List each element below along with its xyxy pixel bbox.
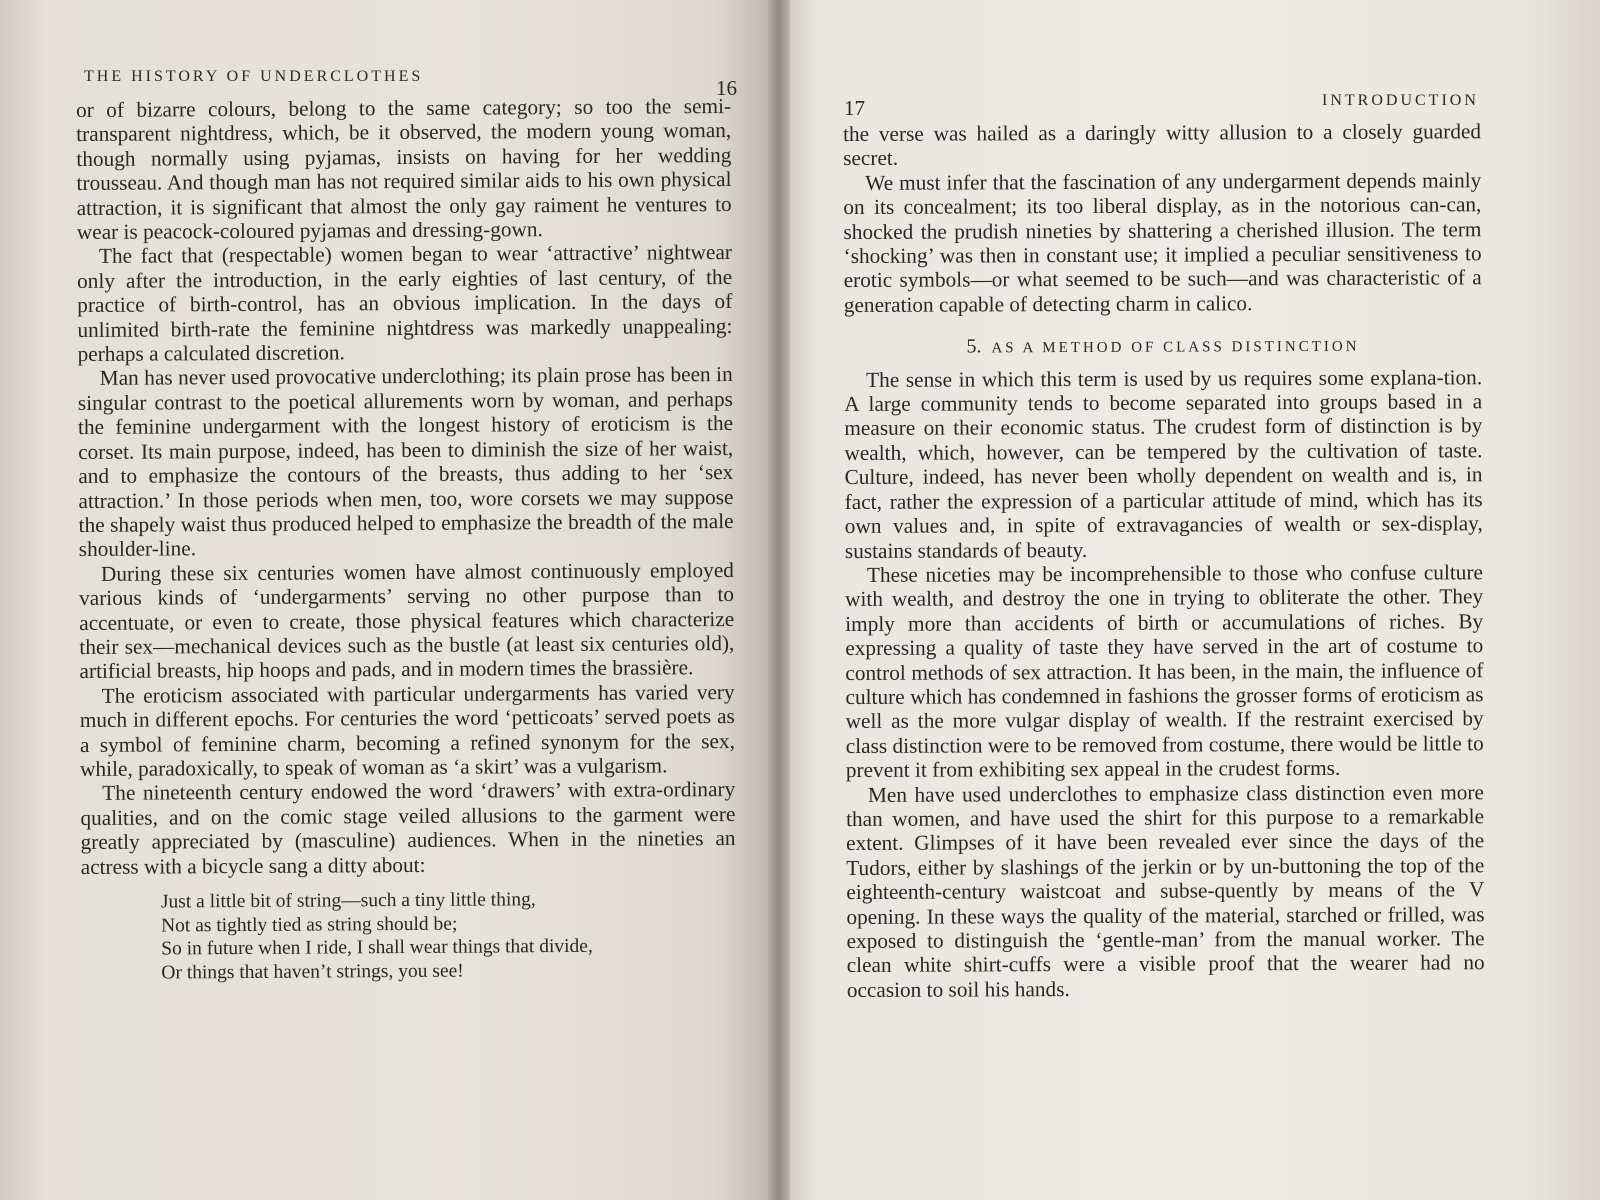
verse-line: Or things that haven’t strings, you see! [161, 960, 464, 983]
section-heading [844, 332, 1482, 361]
left-page [0, 0, 778, 1200]
verse-line: Just a little bit of string—such a tiny little thing, [160, 889, 536, 913]
page-number-right: 17 [844, 96, 865, 120]
page-number-left: 16 [716, 76, 737, 100]
verse-line: So in future when I ride, I shall wear things that divide, [161, 935, 593, 960]
paragraph: These niceties may be incomprehensible to those who confuse culture with wealth, and destroy the one in trying to obliterate the other. They imply more than accidents of birth or accumulations of riches. By expressing a quality of taste they have served in the art of costume to control methods of sex attraction. It has been, in the main, the influence of culture which has condemned in fashions the grosser forms of eroticism as well as the more vulgar display of wealth. If the restraint exercised by class distinction were to be removed from costume, there would be little to prevent it from exhibiting sex appeal in the crudest forms. [845, 560, 1484, 783]
paragraph: Men have used underclothes to emphasize class distinction even more than women, and have used the shirt for this purpose to a remarkable extent. Glimpses of it have been revealed ever since the days of the Tudors, either by slashings of the jerkin or by un-buttoning the top of the eighteenth-century waistcoat and subse-quently by means of the V opening. In these ways the quality of the material, starched or frilled, was exposed to distinguish the ‘gentle-man’ from the manual worker. The clean white shirt-cuffs were a visible proof that the wearer had no occasion to soil his hands. [845, 779, 1485, 1002]
right-page-text [843, 119, 1485, 1002]
paragraph: The fact that (respectable) women began to wear ‘attractive’ nightwear only after the introduction, in the early eighties of last century, of the practice of birth-control, has an obvious implication. In the days of unlimited birth-rate the feminine nightdress was markedly unappealing: perhaps a calculated discretion. [77, 240, 733, 367]
left-page-text [76, 94, 736, 985]
running-head-left: THE HISTORY OF UNDERCLOTHES [84, 68, 424, 85]
section-number: 5. [966, 335, 982, 358]
book-gutter [768, 0, 790, 1200]
verse-line: Not as tightly tied as string should be; [160, 913, 458, 936]
section-title: AS A METHOD OF CLASS DISTINCTION [991, 338, 1360, 357]
paragraph: We must infer that the fascination of any undergarment depends mainly on its concealment; its too liberal display, as in the notorious can-can, shocked the prudish nineties by shattering a cherished illusion. The term ‘shocking’ was then in constant use; it implied a peculiar sensitiveness to erotic symbols—or what seemed to be such—and was characteristic of a generation capable of detecting charm in calico. [843, 168, 1482, 317]
paragraph: The nineteenth century endowed the word ‘drawers’ with extra-ordinary qualities, and on the comic stage veiled allusions to the garment were greatly appreciated by (masculine) audiences. When in the nineties an actress with a bicycle sang a ditty about: [80, 777, 736, 879]
paragraph: The sense in which this term is used by us requires some explana-tion. A large community tends to become separated into groups based in a measure on their economic status. The crudest form of distinction is by wealth, which, however, can be tempered by the cultivation of taste. Culture, indeed, has never been wholly dependent on wealth and is, in fact, rather the expression of a particular attitude of mind, which has its own values and, in spite of extravagancies of wealth or sex-display, sustains standards of beauty. [844, 364, 1483, 563]
running-head-right: INTRODUCTION [1322, 92, 1479, 109]
paragraph: During these six centuries women have almost continuously employed various kinds of ‘undergarments’ serving no other purpose than to accentuate, or even to create, those physical features which characterize their sex—mechanical devices such as the bustle (at least six centuries old), artificial breasts, hip hoops and pads, and in modern times the brassière. [78, 557, 735, 684]
verse-block [161, 887, 737, 985]
paragraph: The eroticism associated with particular undergarments has varied very much in different epochs. For centuries the word ‘petticoats’ served poets as a symbol of feminine charm, becoming a refined synonym for the sex, while, paradoxically, to speak of woman as ‘a skirt’ was a vulgarism. [79, 679, 736, 781]
paragraph: or of bizarre colours, belong to the same category; so too the semi-transparent nightdress, which, be it observed, the modern young woman, though normally using pyjamas, insists on having for her wedding trousseau. And though man has not required similar aids to his own physical attraction, it is significant that almost the only gay raiment he ventures to wear is peacock-coloured pyjamas and dressing-gown. [76, 93, 732, 245]
paragraph: Man has never used provocative underclothing; its plain prose has been in singular contrast to the poetical allurements worn by woman, and perhaps the feminine undergarment with the longest history of eroticism is the corset. Its main purpose, indeed, has been to diminish the size of her waist, and to emphasize the contours of the breasts, thus adding to her ‘sex attraction.’ In those periods when men, too, wore corsets we may suppose the shapely waist thus produced helped to emphasize the breadth of the male shoulder-line. [77, 362, 734, 562]
paragraph: the verse was hailed as a daringly witty allusion to a closely guarded secret. [843, 119, 1482, 171]
